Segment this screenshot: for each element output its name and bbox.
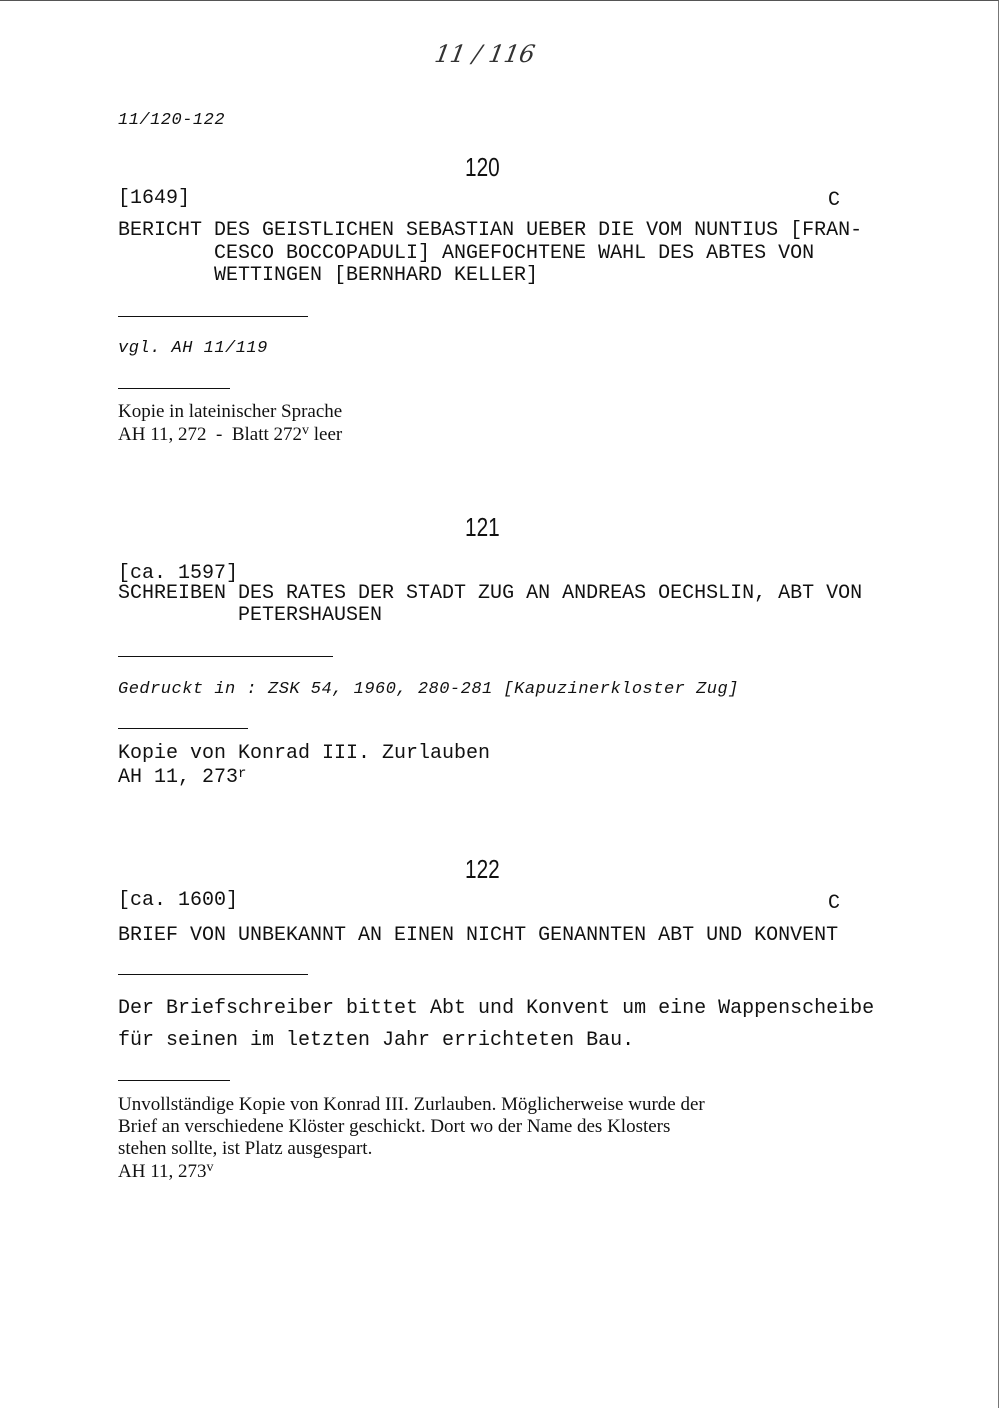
location-sup: v [302,423,310,438]
location-text: AH 11, 272 - Blatt 272 [118,424,303,445]
copy-note: Kopie in lateinischer Sprache [118,401,343,422]
printed-reference: ZSK 54, 1960, 280-281 [Kapuzinerkloster Zug] [268,680,739,699]
entry-title-line: BERICHT DES GEISTLICHEN SEBASTIAN UEBER DIE VOM NUNTIUS [FRAN- [118,219,863,242]
entry-mark: C [828,189,841,212]
entry-title-line: WETTINGEN [BERNHARD KELLER] [214,264,539,287]
copy-note: Kopie von Konrad III. Zurlauben [118,742,491,765]
location-tail: leer [309,424,343,445]
archive-location [118,1161,214,1183]
divider [118,728,248,729]
entry-title-line: PETERSHAUSEN [238,604,383,627]
note-line: Unvollständige Kopie von Konrad III. Zurlauben. Möglicherweise wurde der [118,1094,705,1115]
entry-title-line: SCHREIBEN DES RATES DER STADT ZUG AN ANDREAS OECHSLIN, ABT VON [118,582,863,605]
location-text: AH 11, 273 [118,1161,207,1182]
entry-number: 120 [465,152,500,182]
location-sup: r [238,766,247,782]
archive-location [118,424,342,446]
entry-date: [1649] [118,187,191,210]
printed-label: Gedruckt in : [118,680,258,699]
divider [118,316,308,317]
summary-line: Der Briefschreiber bittet Abt und Konvent um eine Wappenscheibe [118,997,875,1020]
entry-number: 121 [465,512,500,542]
entry-mark: C [828,892,841,915]
divider [118,656,333,657]
entry-date: [ca. 1597] [118,562,239,585]
note-line: stehen sollte, ist Platz ausgespart. [118,1138,373,1159]
divider [118,388,230,389]
header-reference: 11/120-122 [118,111,226,130]
entry-date: [ca. 1600] [118,889,239,912]
location-text: AH 11, 273 [118,766,239,789]
divider [118,974,308,975]
entry-reference: vgl. AH 11/119 [118,339,268,358]
entry-title-line: BRIEF VON UNBEKANNT AN EINEN NICHT GENANNTEN ABT UND KONVENT [118,924,839,947]
handwritten-reference: 11 / 116 [432,40,538,68]
location-sup: v [206,1160,214,1175]
note-line: Brief an verschiedene Klöster geschickt. Dort wo der Name des Klosters [118,1116,671,1137]
summary-line: für seinen im letzten Jahr errichteten Bau. [118,1029,635,1052]
archive-location [118,767,246,789]
divider [118,1080,230,1081]
entry-number: 122 [465,854,500,884]
entry-title-line: CESCO BOCCOPADULI] ANGEFOCHTENE WAHL DES ABTES VON [214,242,815,265]
